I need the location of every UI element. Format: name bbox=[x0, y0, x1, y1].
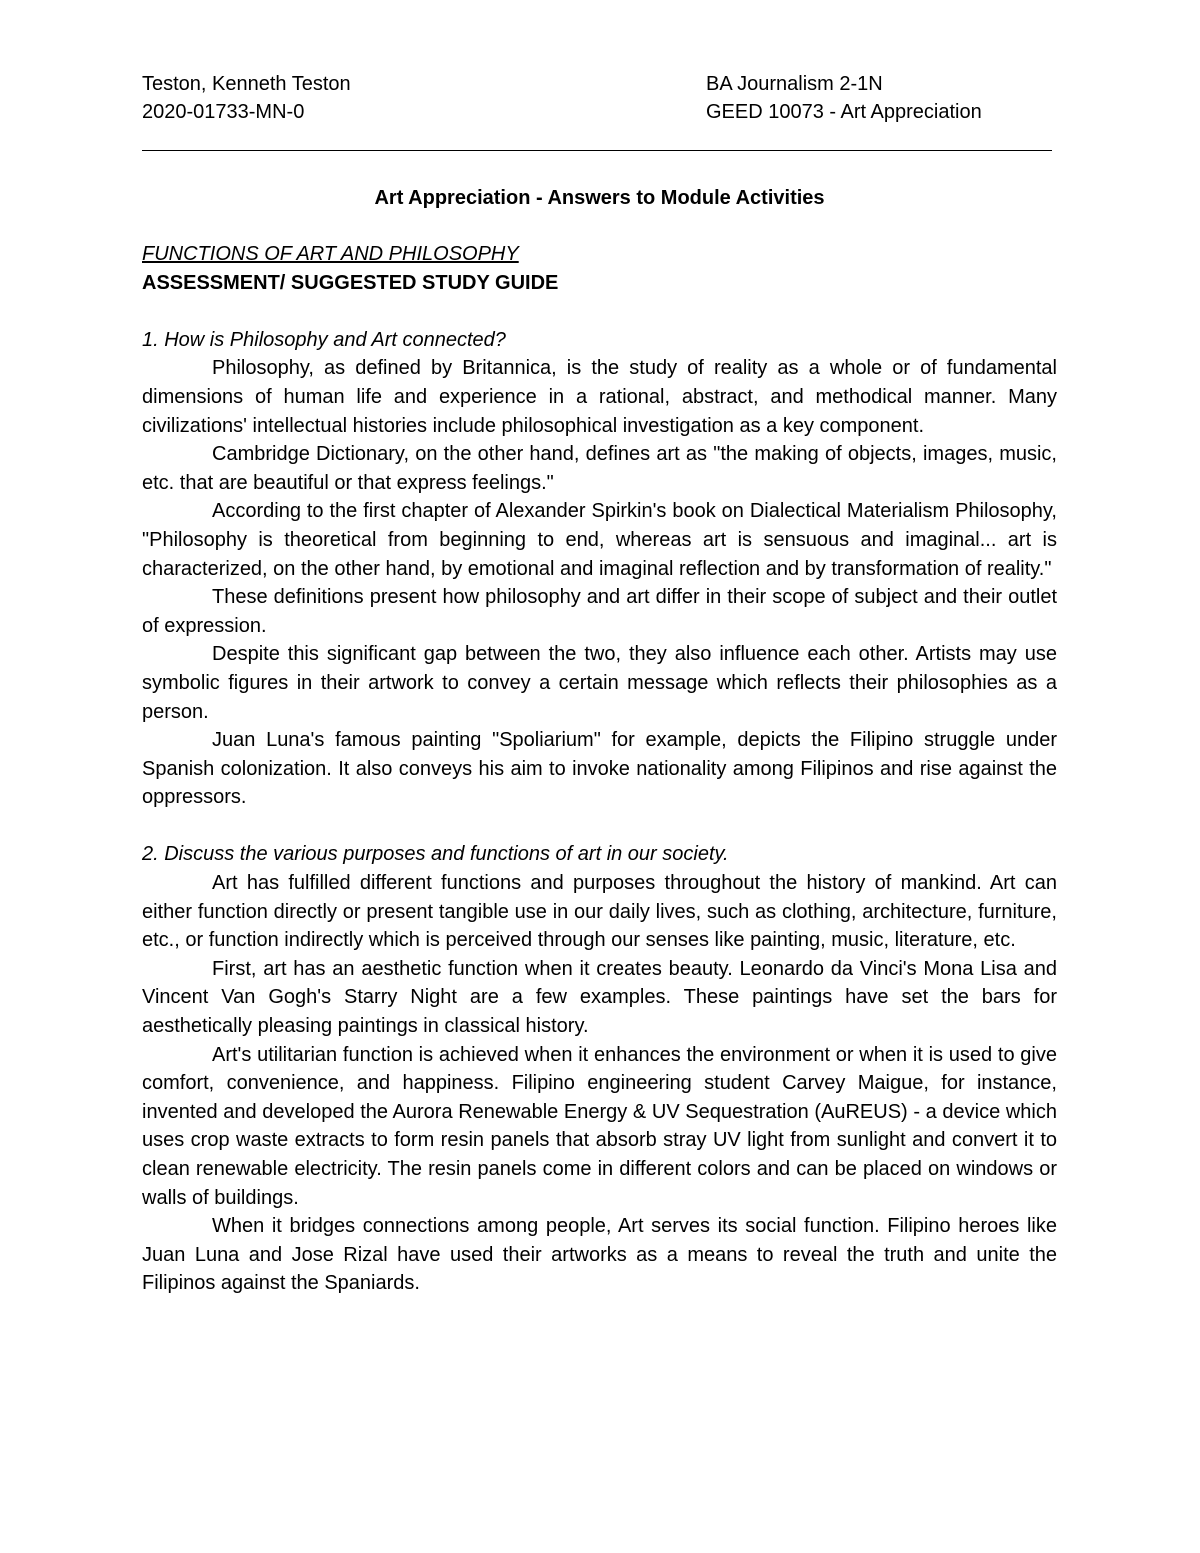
answer-paragraph: Despite this significant gap between the two, they also influence each other. Artists may use symbolic figures in their artwork to convey a certain message which reflects their philosophies as a person. bbox=[142, 643, 1057, 723]
answer-paragraph: Art has fulfilled different functions and purposes throughout the history of mankind. Art can either function directly or present tangible use in our daily lives, such as clothing, architecture, furniture, etc., or function indirectly which is perceived through our senses like painting, music, literature, etc. bbox=[142, 872, 1057, 952]
spacer bbox=[142, 297, 1057, 326]
student-name: Teston, Kenneth Teston bbox=[142, 73, 351, 95]
answer-paragraph: First, art has an aesthetic function when it creates beauty. Leonardo da Vinci's Mona Lisa and Vincent Van Gogh's Starry Night are a few examples. These paintings have set the bars for aesthetically pleasing paintings in classical history. bbox=[142, 957, 1057, 1038]
course-title: GEED 10073 - Art Appreciation bbox=[706, 101, 982, 123]
answer-paragraph: These definitions present how philosophy and art differ in their scope of subject and their outlet of expression. bbox=[142, 586, 1057, 637]
answer-paragraph: Philosophy, as defined by Britannica, is the study of reality as a whole or of fundamental dimensions of human life and experience in a rational, abstract, and methodical manner. Many civilizations' intellectual histories include philosophical investigation as a key component. bbox=[142, 357, 1057, 437]
question-block-1 bbox=[142, 326, 1057, 812]
answer-paragraph: Cambridge Dictionary, on the other hand, defines art as "the making of objects, images, music, etc. that are beautiful or that express feelings." bbox=[142, 443, 1057, 494]
answer-paragraph: Juan Luna's famous painting "Spoliarium" for example, depicts the Filipino struggle under Spanish colonization. It also conveys his aim to invoke nationality among Filipinos and rise against the oppressors. bbox=[142, 729, 1057, 809]
document-body bbox=[142, 240, 1057, 1298]
answer-paragraph: Art's utilitarian function is achieved when it enhances the environment or when it is used to give comfort, convenience, and happiness. Filipino engineering student Carvey Maigue, for instance, invented and developed the Aurora Renewable Energy & UV Sequestration (AuREUS) - a device which uses crop waste extracts to form resin panels that absorb stray UV light from sunlight and convert it to clean renewable electricity. The resin panels come in different colors and can be placed on windows or walls of buildings. bbox=[142, 1043, 1057, 1209]
spacer bbox=[142, 812, 1057, 841]
document-title: Art Appreciation - Answers to Module Activities bbox=[374, 187, 825, 209]
header-course-info bbox=[706, 70, 982, 126]
question-block-2 bbox=[142, 840, 1057, 1298]
section-heading: FUNCTIONS OF ART AND PHILOSOPHY bbox=[142, 243, 519, 265]
program-section: BA Journalism 2-1N bbox=[706, 73, 883, 95]
header-divider bbox=[142, 150, 1052, 151]
answer-paragraph: When it bridges connections among people, Art serves its social function. Filipino heroes like Juan Luna and Jose Rizal have used their artworks as a means to reveal the truth and unite the Filipinos against the Spaniards. bbox=[142, 1215, 1057, 1295]
answer-paragraph: According to the first chapter of Alexander Spirkin's book on Dialectical Materialism Philosophy, "Philosophy is theoretical from beginning to end, whereas art is sensuous and imaginal... art is characterized, on the other hand, by emotional and imaginal reflection and by transformation of reality." bbox=[142, 500, 1057, 580]
student-number: 2020-01733-MN-0 bbox=[142, 101, 305, 123]
section-subheading: ASSESSMENT/ SUGGESTED STUDY GUIDE bbox=[142, 271, 559, 294]
header-student-info bbox=[142, 70, 351, 126]
question-2: 2. Discuss the various purposes and functions of art in our society. bbox=[142, 843, 729, 866]
question-1: 1. How is Philosophy and Art connected? bbox=[142, 328, 506, 351]
